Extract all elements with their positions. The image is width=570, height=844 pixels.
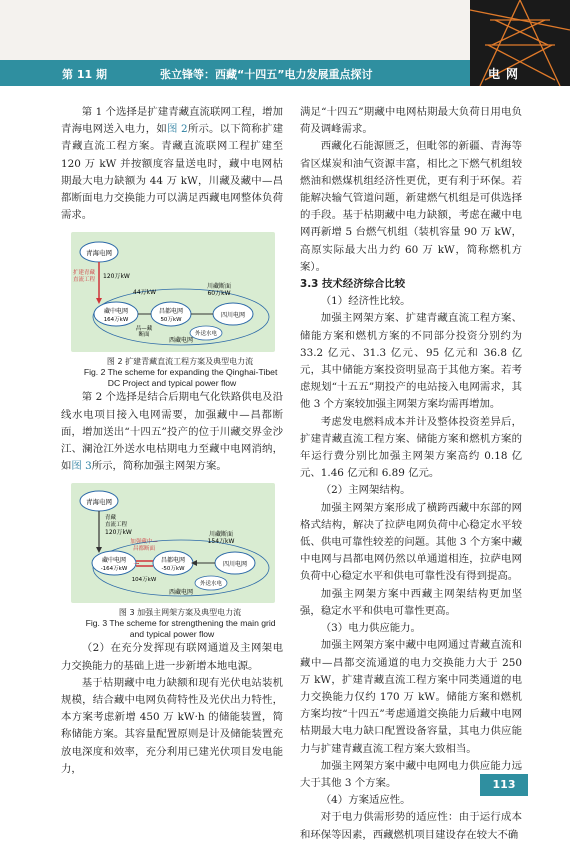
gap-value: 44万kW: [133, 289, 157, 297]
strengthen-label-1: 加强藏中—: [130, 539, 158, 546]
sichuan-label: 四川电网: [222, 561, 248, 569]
xizang-grid-label: 西藏电网: [168, 589, 194, 597]
page-number: 113: [480, 774, 528, 796]
paragraph: 加强主网架方案中藏中电网电力供应能力远大于其他 3 个方案。: [300, 759, 522, 789]
paragraph: （2）主网架结构。: [320, 484, 411, 497]
flow-value: 104万kW: [131, 577, 157, 584]
waisong-label: 外送水电: [194, 331, 218, 338]
chuanzang-value: 60万kW: [207, 290, 231, 298]
zangzhong-value: 164万kW: [103, 317, 129, 324]
changdu-label: 昌都电网: [160, 557, 186, 565]
figure-3-diagram: [71, 483, 275, 603]
paragraph: 加强主网架方案形成了横跨西藏中东部的网格式结构，解决了拉萨电网负荷中心稳定水平较低、供电可靠性较差的问题。其他 3 个方案中藏中电网与昌都电网仍然以单通道相连，拉萨电网负荷中心稳定水平和供电可靠性没有得到提高。: [300, 501, 522, 583]
qz-label-1: 青藏: [105, 515, 117, 522]
paragraph: 考虑发电燃料成本并计及整体投资差异后，扩建青藏直流工程方案、储能方案和燃机方案的年运行费分别比加强主网架方案高约 0.18 亿元、1.46 亿元和 6.89 亿元。: [300, 415, 522, 480]
paragraph: （2）在充分发挥现有联网通道及主网架电力交换能力的基础上进一步新增本地电源。: [61, 642, 283, 672]
qinghai-grid-label: 青海电网: [86, 498, 112, 507]
running-title: 张立锋等：西藏“十四五”电力发展重点探讨: [160, 68, 373, 81]
dc-value: 120万kW: [103, 273, 130, 281]
figure-ref[interactable]: 图 3: [71, 460, 92, 473]
duanmian-label: 断面: [138, 332, 150, 339]
zangzhong-value: -164万kW: [100, 566, 128, 573]
issue-number: 第 11 期: [62, 68, 107, 81]
figure-3-caption-en: Fig. 3 The scheme for strengthening the main grid and typical power flow: [85, 618, 276, 640]
paragraph: 第 2 个选择是结合后期电气化铁路供电及沿线水电项目接入电网需要，加强藏中—昌都断面，增加送出“十四五”投产的位于川藏交界金沙江、澜沧江外送水电枯期电力至藏中电网消纳，如图 3所示，简称加强主网架方案。: [61, 391, 283, 473]
zangzhong-label: 藏中电网: [103, 308, 129, 316]
paragraph: 对于电力供需形势的适应性：由于运行成本和环保等因素，西藏燃机项目建设存在较大不确: [300, 811, 522, 841]
figure-3: [71, 483, 275, 603]
figure-2-diagram: [71, 232, 275, 352]
changdu-value: -50万kW: [161, 566, 185, 573]
qz-label-2: 直流工程: [105, 522, 128, 529]
chuanzang-value: 154万kW: [207, 538, 235, 546]
paragraph: （4）方案适应性。: [320, 794, 411, 807]
paragraph: 西藏化石能源匮乏，但毗邻的新疆、青海等省区煤炭和油气资源丰富，相比之下燃气机组较燃油和燃煤机组经济性更优，更有利于环保。若能解决输气管道问题，新建燃气机组是可供选择的手段。基于枯期藏中电力缺额，考虑在藏中电网再新增 5 台燃气机组（装机容量 90 万 kW，高原实际最大出力约 60 万 kW，简称燃机方案）。: [300, 140, 522, 273]
page-header: [0, 0, 570, 86]
strengthen-label-2: 昌都断面: [132, 546, 156, 553]
figure-3-caption-zh: 图 3 加强主网架方案及典型电力流: [118, 608, 242, 618]
sichuan-label: 四川电网: [220, 312, 246, 320]
expand-label-1: 扩建青藏: [73, 270, 96, 277]
expand-label-2: 直流工程: [73, 277, 96, 284]
section-label: 电网: [488, 67, 525, 81]
paragraph: 基于枯期藏中电力缺额和现有光伏电站装机规模，结合藏中电网负荷特性及光伏出力特性，本方案考虑新增 450 万 kW·h 的储能装置，简称储能方案。其容量配置原则是计及储能装置充放电深度和效率，充分利用已建光伏项目发电能力，: [61, 676, 283, 775]
figure-2-caption-en: Fig. 2 The scheme for expanding the Qinghai-Tibet DC Project and typical power flow: [83, 367, 278, 389]
right-column: [300, 104, 522, 844]
zhengchang-label: 昌—藏: [135, 326, 153, 333]
paragraph: （3）电力供应能力。: [320, 622, 421, 635]
figure-ref[interactable]: 图 2: [166, 123, 188, 136]
chuanzang-label: 川藏断面: [206, 283, 232, 291]
figure-2-caption-zh: 图 2 扩建青藏直流工程方案及典型电力流: [106, 357, 254, 367]
changdu-label: 昌都电网: [158, 308, 184, 316]
section-heading: 3.3 技术经济综合比较: [300, 278, 406, 291]
qinghai-grid-label: 青海电网: [86, 249, 112, 258]
paragraph: 加强主网架方案中藏中电网通过青藏直流和藏中—昌都交流通道的电力交换能力大于 250 万 kW，扩建青藏直流工程方案中同类通道的电力交换能力仅约 170 万 kW。储能方案和燃机方案均按“十四五”考虑通道交换能力后藏中电网枯期最大电力缺口配置设备容量，其电力供应能力与扩建青藏直流工程方案大致相当。: [300, 639, 522, 755]
paragraph: 加强主网架方案中西藏主网架结构更加坚强，稳定水平和供电可靠性更高。: [300, 587, 522, 617]
paragraph: （1）经济性比较。: [320, 295, 411, 308]
zangzhong-label: 藏中电网: [101, 557, 127, 565]
paragraph: 满足“十四五”期藏中电网枯期最大负荷日用电负荷及调峰需求。: [300, 106, 522, 136]
waisong-label: 外送水电: [199, 581, 223, 588]
paragraph: 第 1 个选择是扩建青藏直流联网工程，增加青海电网送入电力，如图 2所示。以下简称扩建青藏直流工程方案。青藏直流联网工程扩建至 120 万 kW 并按额度容量送电时，藏中电网枯期最大电力缺额为 44 万 kW，川藏及藏中—昌都断面电力交换能力可以满足西藏电网整体负荷需求。: [61, 106, 283, 222]
left-column: [61, 104, 283, 778]
dc-value: 120万kW: [105, 529, 132, 537]
paragraph: 加强主网架方案、扩建青藏直流工程方案、储能方案和燃机方案的不同部分投资分别约为 33.2 亿元、31.3 亿元、95 亿元和 36.8 亿元，其中储能方案投资明显高于其他方案。若考虑规划“十五五”期投产的电站接入电网需求，其他 3 个方案较加强主网架方案均需再增加。: [300, 312, 522, 411]
chuanzang-label: 川藏断面: [208, 531, 234, 539]
changdu-value: 50万kW: [160, 317, 182, 324]
xizang-grid-label: 西藏电网: [168, 337, 194, 345]
figure-2: [71, 232, 275, 352]
